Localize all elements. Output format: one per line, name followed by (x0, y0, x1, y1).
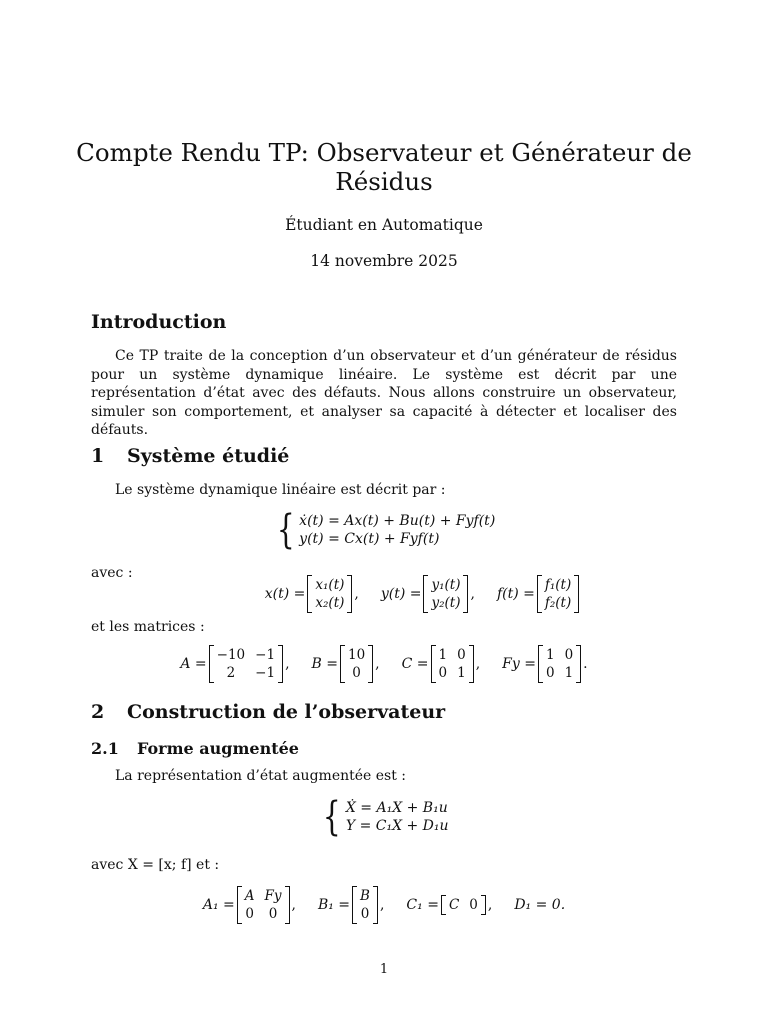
vector-x (307, 575, 352, 613)
matrix-c1 (441, 895, 486, 915)
augmented-state-line: Ẋ = A₁X + B₁u (345, 800, 448, 816)
matrix-entry: y₂(t) (431, 595, 461, 611)
augmented-avec-label: avec X = [x; f] et : (91, 857, 220, 873)
matrix-a-lhs: A = (180, 656, 207, 672)
matrix-entry: B (360, 888, 370, 904)
brace: { (323, 794, 342, 840)
matrices-label: et les matrices : (91, 619, 205, 635)
matrix-entry: 0 (564, 647, 574, 663)
matrix-fy (538, 645, 581, 683)
matrix-entry: x₁(t) (315, 577, 345, 593)
subsection-number: 2.1 (91, 739, 119, 758)
subsection-2-1-heading (91, 739, 299, 758)
section-1-intro: Le système dynamique linéaire est décrit par : (115, 482, 446, 498)
matrix-fy-lhs: Fy = (502, 656, 536, 672)
matrix-b1-lhs: B₁ = (317, 897, 351, 913)
matrix-entry: 1 (457, 665, 466, 681)
vector-definitions: x(t) = x₁(t) x₂(t) , y(t) = y₁(t) y₂(t) , f(t) = f₁(t) f₂(t) (130, 575, 716, 613)
matrix-entry: C (448, 897, 460, 913)
avec-label: avec : (91, 565, 133, 581)
system-matrices: A = −10 −1 2 −1 , B = 10 0 , C = 1 0 0 1 , Fy = 1 0 0 1 . (180, 647, 588, 681)
vector-y-lhs: y(t) = (380, 586, 422, 602)
matrix-a1-lhs: A₁ = (202, 897, 235, 913)
matrix-entry: f₁(t) (544, 577, 572, 593)
subsection-2-1-intro: La représentation d’état augmentée est : (115, 768, 407, 784)
matrix-entry: 1 (545, 647, 555, 663)
matrix-entry: f₂(t) (544, 595, 572, 611)
matrix-entry: 0 (457, 647, 466, 663)
date: 14 novembre 2025 (310, 252, 458, 270)
augmented-state-equation (91, 794, 677, 840)
matrix-entry: 0 (360, 906, 370, 922)
matrix-entry: 2 (226, 665, 236, 681)
augmented-output-line: Y = C₁X + D₁u (345, 818, 449, 834)
matrix-c1-lhs: C₁ = (406, 897, 439, 913)
matrix-entry: 0 (352, 665, 361, 681)
matrix-b (340, 645, 373, 683)
d1-equation: D₁ = 0. (514, 897, 566, 913)
matrix-entry: −1 (255, 665, 276, 681)
matrix-entry: 0 (245, 906, 254, 922)
augmented-matrices: A₁ = A Fy 0 0 , B₁ = B 0 , C₁ = C 0 , D₁ = 0. (202, 888, 566, 922)
introduction-heading: Introduction (91, 311, 227, 333)
matrix-entry: A (244, 888, 255, 904)
state-equation (91, 507, 677, 553)
matrix-entry: 10 (347, 647, 366, 663)
vector-x-lhs: x(t) = (264, 586, 306, 602)
state-equation-line: ẋ(t) = Ax(t) + Bu(t) + Fyf(t) (299, 513, 496, 529)
matrix-b-lhs: B = (311, 656, 338, 672)
output-equation-line: y(t) = Cx(t) + Fyf(t) (299, 531, 440, 547)
matrix-entry: 0 (469, 897, 478, 913)
author: Étudiant en Automatique (285, 216, 483, 234)
page-number: 1 (379, 962, 389, 977)
matrix-entry: 0 (438, 665, 448, 681)
vector-f-lhs: f(t) = (496, 586, 535, 602)
section-title: Système étudié (127, 445, 290, 467)
subsection-title: Forme augmentée (137, 739, 299, 758)
document-title: Compte Rendu TP: Observateur et Générateur de Résidus (76, 138, 692, 196)
brace: { (276, 507, 295, 553)
matrix-entry: Fy (264, 888, 282, 904)
matrix-entry: 0 (545, 665, 555, 681)
section-1-heading (91, 445, 289, 467)
matrix-entry: 1 (564, 665, 574, 681)
section-2-heading (91, 701, 445, 723)
section-number: 1 (91, 445, 105, 467)
vector-y (423, 575, 468, 613)
matrix-c (431, 645, 474, 683)
matrix-entry: 0 (268, 906, 278, 922)
vector-f (537, 575, 579, 613)
section-number: 2 (91, 701, 105, 723)
matrix-a1 (237, 886, 290, 924)
matrix-b1 (352, 886, 378, 924)
matrix-c-lhs: C = (401, 656, 429, 672)
matrix-entry: −1 (255, 647, 276, 663)
matrix-entry: x₂(t) (315, 595, 345, 611)
matrix-entry: −10 (216, 647, 246, 663)
matrix-entry: 1 (438, 647, 448, 663)
matrix-entry: y₁(t) (431, 577, 461, 593)
introduction-paragraph: Ce TP traite de la conception d’un observateur et d’un générateur de résidus pour un système dynamique linéaire. Le système est décrit par une représentation d’état avec des défauts. Nous allons construire un observateur, simuler son comportement, et analyser sa capacité à détecter et localiser des défauts. (91, 348, 677, 439)
matrix-a (209, 645, 283, 683)
section-title: Construction de l’observateur (127, 701, 446, 723)
